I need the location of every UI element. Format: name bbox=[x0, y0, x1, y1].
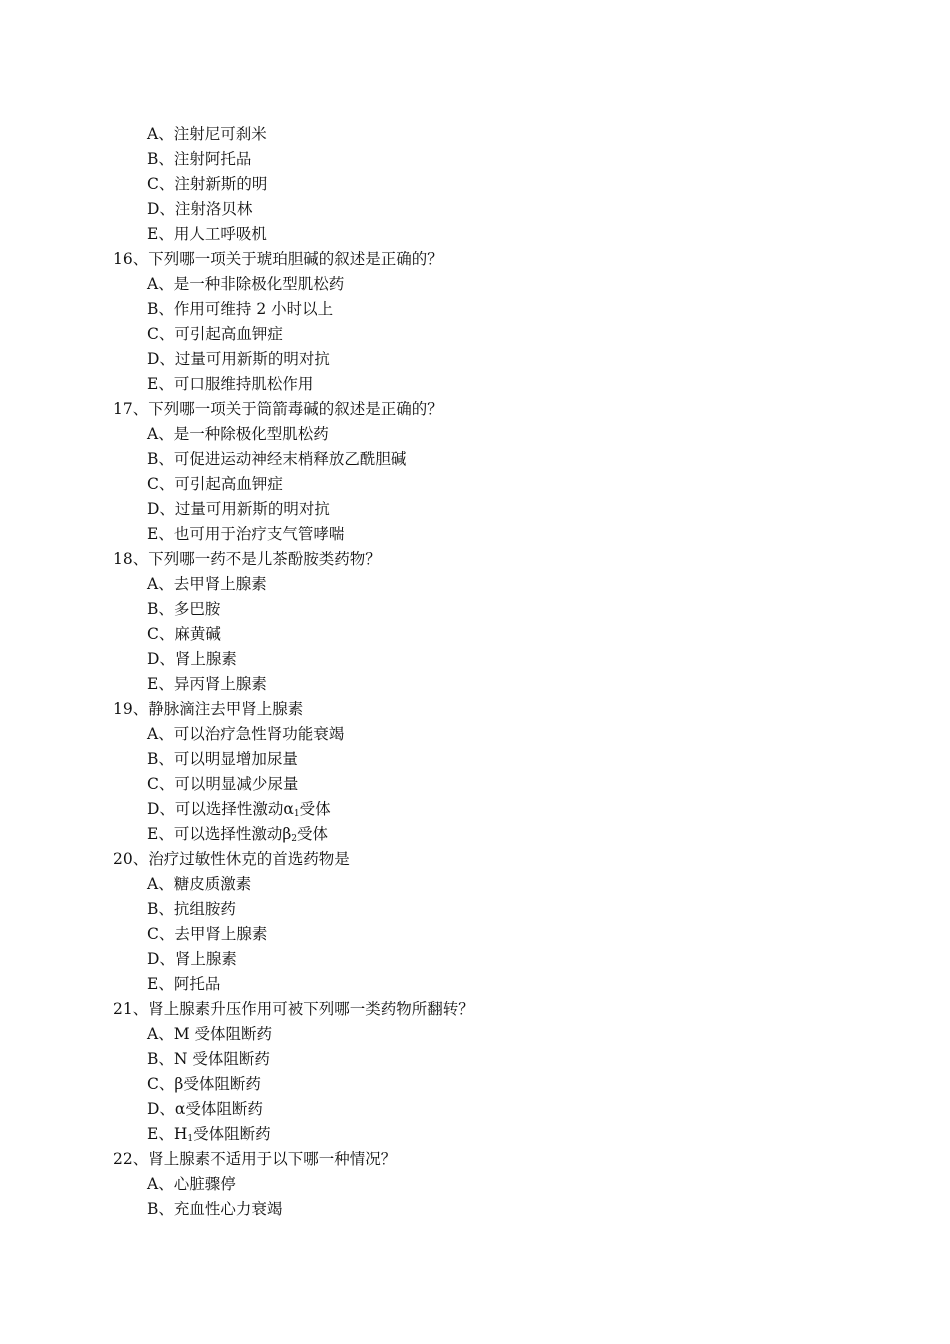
answer-option bbox=[0, 672, 950, 697]
option-text: B、多巴胺 bbox=[147, 600, 221, 618]
option-text: B、可促进运动神经末梢释放乙酰胆碱 bbox=[147, 450, 407, 468]
question-text: 20、治疗过敏性休克的首选药物是 bbox=[113, 850, 350, 868]
option-text-suffix: 受体 bbox=[299, 800, 331, 818]
answer-option bbox=[0, 172, 950, 197]
option-text: B、注射阿托品 bbox=[147, 150, 252, 168]
option-text: C、麻黄碱 bbox=[147, 625, 221, 643]
question-text: 21、肾上腺素升压作用可被下列哪一类药物所翻转？ bbox=[113, 1000, 474, 1018]
answer-option bbox=[0, 497, 950, 522]
question-stem bbox=[0, 847, 950, 872]
question-text: 18、下列哪一药不是儿茶酚胺类药物？ bbox=[113, 550, 381, 568]
answer-option bbox=[0, 147, 950, 172]
option-text: B、可以明显增加尿量 bbox=[147, 750, 298, 768]
question-stem bbox=[0, 1147, 950, 1172]
subscript: 1 bbox=[187, 1134, 194, 1144]
question-text: 16、下列哪一项关于琥珀胆碱的叙述是正确的？ bbox=[113, 250, 443, 268]
answer-option bbox=[0, 522, 950, 547]
option-text: E、用人工呼吸机 bbox=[147, 225, 267, 243]
option-text: A、是一种非除极化型肌松药 bbox=[147, 275, 345, 293]
option-text-suffix: 受体阻断药 bbox=[193, 1125, 271, 1143]
answer-option bbox=[0, 822, 950, 847]
option-text: A、去甲肾上腺素 bbox=[147, 575, 267, 593]
option-text: A、注射尼可刹米 bbox=[147, 125, 267, 143]
option-text: A、糖皮质激素 bbox=[147, 875, 252, 893]
option-text: D、可以选择性激动α bbox=[147, 800, 294, 818]
option-text: B、N 受体阻断药 bbox=[147, 1050, 270, 1068]
option-text: D、肾上腺素 bbox=[147, 950, 237, 968]
option-text: E、阿托品 bbox=[147, 975, 221, 993]
option-text: B、抗组胺药 bbox=[147, 900, 236, 918]
answer-option bbox=[0, 1172, 950, 1197]
option-text: D、过量可用新斯的明对抗 bbox=[147, 500, 330, 518]
answer-option bbox=[0, 947, 950, 972]
answer-option bbox=[0, 922, 950, 947]
answer-option bbox=[0, 797, 950, 822]
answer-option bbox=[0, 972, 950, 997]
answer-option bbox=[0, 1097, 950, 1122]
answer-option bbox=[0, 447, 950, 472]
answer-option bbox=[0, 872, 950, 897]
question-text: 19、静脉滴注去甲肾上腺素 bbox=[113, 700, 304, 718]
option-text: C、去甲肾上腺素 bbox=[147, 925, 268, 943]
option-text: A、是一种除极化型肌松药 bbox=[147, 425, 329, 443]
answer-option bbox=[0, 722, 950, 747]
question-text: 17、下列哪一项关于筒箭毒碱的叙述是正确的？ bbox=[113, 400, 443, 418]
option-text: D、注射洛贝林 bbox=[147, 200, 253, 218]
option-text: C、可引起高血钾症 bbox=[147, 325, 283, 343]
answer-option bbox=[0, 747, 950, 772]
question-stem bbox=[0, 397, 950, 422]
answer-option bbox=[0, 322, 950, 347]
answer-option bbox=[0, 622, 950, 647]
option-text: E、也可用于治疗支气管哮喘 bbox=[147, 525, 345, 543]
option-text: E、H bbox=[147, 1125, 188, 1143]
answer-option bbox=[0, 1122, 950, 1147]
answer-option bbox=[0, 372, 950, 397]
subscript: 2 bbox=[291, 834, 298, 844]
answer-option bbox=[0, 1022, 950, 1047]
option-text: C、可以明显减少尿量 bbox=[147, 775, 299, 793]
question-stem bbox=[0, 247, 950, 272]
answer-option bbox=[0, 222, 950, 247]
question-stem bbox=[0, 697, 950, 722]
option-text: C、β受体阻断药 bbox=[147, 1075, 261, 1093]
answer-option bbox=[0, 472, 950, 497]
question-text: 22、肾上腺素不适用于以下哪一种情况？ bbox=[113, 1150, 397, 1168]
answer-option bbox=[0, 1072, 950, 1097]
option-text: E、可口服维持肌松作用 bbox=[147, 375, 314, 393]
option-text: A、心脏骤停 bbox=[147, 1175, 236, 1193]
answer-option bbox=[0, 1197, 950, 1222]
answer-option bbox=[0, 897, 950, 922]
option-text: A、M 受体阻断药 bbox=[147, 1025, 272, 1043]
answer-option bbox=[0, 422, 950, 447]
answer-option bbox=[0, 272, 950, 297]
document-body bbox=[0, 122, 950, 1222]
answer-option bbox=[0, 297, 950, 322]
answer-option bbox=[0, 122, 950, 147]
option-text-suffix: 受体 bbox=[297, 825, 329, 843]
option-text: C、注射新斯的明 bbox=[147, 175, 268, 193]
option-text: B、作用可维持 2 小时以上 bbox=[147, 300, 334, 318]
option-text: C、可引起高血钾症 bbox=[147, 475, 283, 493]
question-stem bbox=[0, 547, 950, 572]
subscript: 1 bbox=[293, 809, 300, 819]
option-text: D、过量可用新斯的明对抗 bbox=[147, 350, 330, 368]
answer-option bbox=[0, 347, 950, 372]
answer-option bbox=[0, 772, 950, 797]
option-text: B、充血性心力衰竭 bbox=[147, 1200, 283, 1218]
answer-option bbox=[0, 597, 950, 622]
option-text: D、α受体阻断药 bbox=[147, 1100, 263, 1118]
option-text: E、可以选择性激动β bbox=[147, 825, 292, 843]
option-text: D、肾上腺素 bbox=[147, 650, 237, 668]
answer-option bbox=[0, 647, 950, 672]
answer-option bbox=[0, 197, 950, 222]
answer-option bbox=[0, 572, 950, 597]
answer-option bbox=[0, 1047, 950, 1072]
question-stem bbox=[0, 997, 950, 1022]
option-text: E、异丙肾上腺素 bbox=[147, 675, 267, 693]
option-text: A、可以治疗急性肾功能衰竭 bbox=[147, 725, 345, 743]
